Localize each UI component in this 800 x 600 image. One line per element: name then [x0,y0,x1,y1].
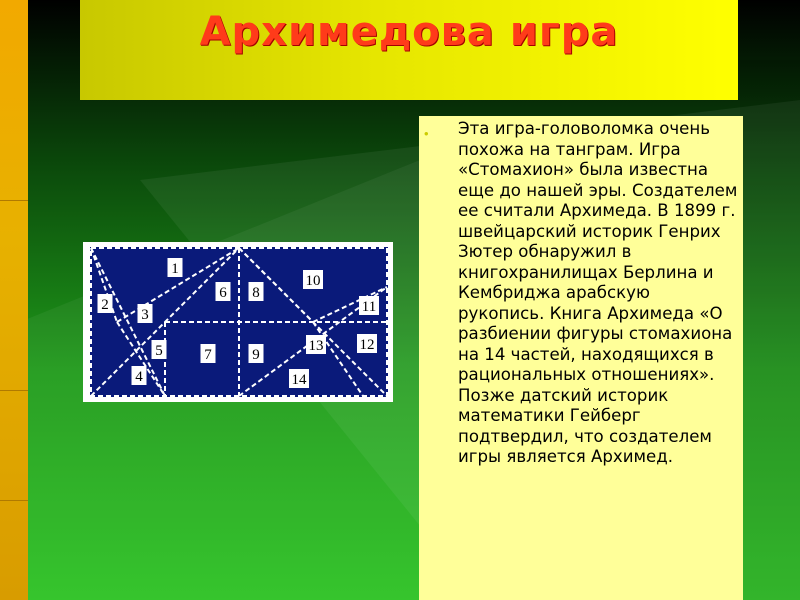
svg-text:13: 13 [308,338,324,354]
svg-text:7: 7 [204,347,212,363]
svg-text:8: 8 [252,285,260,301]
piece-label-6 [216,282,231,301]
piece-label-12 [357,334,377,353]
stomachion-figure [83,242,393,402]
svg-text:14: 14 [291,372,307,388]
svg-text:12: 12 [359,337,375,353]
title-banner [80,0,738,100]
slide-title: Архимедова игра [199,9,619,55]
body-paragraph: Эта игра-головоломка очень похожа на танграм. Игра «Стомахион» была известна еще до нашей эры. Создателем ее считали Архимеда. В 1899 г. швейцарский историк Генрих Зютер обнаружил в книгохранилищах Берлина и Кембриджа арабскую рукопись. Книга Архимеда «О разбиении фигуры стомахиона на 14 частей, находящихся в рациональных отношениях». Позже датский историк математики Гейберг подтвердил, что создателем игры является Архимед. [458,119,738,466]
piece-label-4 [132,366,147,385]
stomachion-diagram [83,242,393,402]
svg-text:5: 5 [155,343,163,359]
svg-text:10: 10 [305,273,321,289]
piece-label-8 [249,282,264,301]
piece-label-9 [249,344,264,363]
piece-label-14 [289,369,309,388]
left-accent-bar [0,0,28,600]
svg-text:6: 6 [219,285,227,301]
bullet-icon: • [424,126,429,141]
piece-label-11 [359,296,379,315]
svg-text:11: 11 [361,299,377,315]
piece-label-7 [201,344,216,363]
piece-label-5 [152,340,167,359]
svg-text:1: 1 [171,261,179,277]
piece-label-13 [306,335,326,354]
svg-text:3: 3 [141,307,149,323]
piece-label-1 [168,258,183,277]
svg-text:2: 2 [101,297,109,313]
svg-text:4: 4 [135,369,143,385]
svg-text:9: 9 [252,347,260,363]
piece-label-3 [138,304,153,323]
piece-label-2 [98,294,113,313]
piece-label-10 [303,270,323,289]
